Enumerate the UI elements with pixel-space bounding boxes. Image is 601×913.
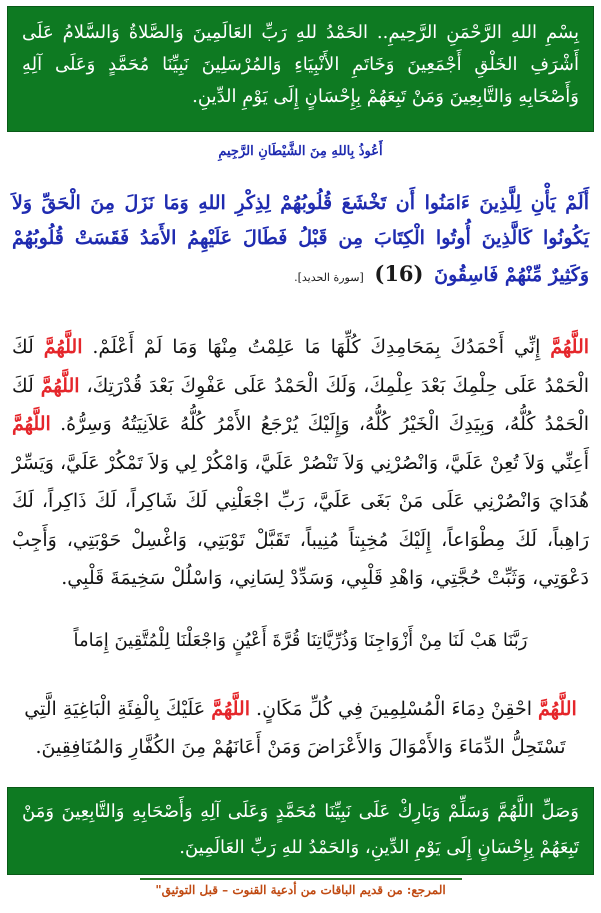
allahumma-5: اللَّهُمَّ <box>538 698 577 720</box>
source-reference: المرجع: من قديم الباقات من أدعية القنوت – قبل التوثيق" <box>155 883 446 897</box>
dua-paragraph-2 <box>12 690 589 766</box>
ayah-number: (16) <box>374 261 424 286</box>
dua-part-2: لَكَ الْحَمْدُ عَلَى حِلْمِكَ بَعْدَ عِلْمِكَ، وَلَكَ الْحَمْدُ عَلَى عَفْوِكَ بَعْدَ قُدْرَتِكَ، <box>12 336 589 397</box>
dua-part-4: أَعِنِّي وَلاَ تُعِنْ عَلَيَّ، وَانْصُرْنِي وَلاَ تَنْصُرْ عَلَيَّ، وَامْكُرْ لِي وَلاَ تَمْكُرْ عَلَيَّ، وَيَسِّرْ هُدَايَ وَانْصُرْنِي عَلَى مَنْ بَغَى عَلَيَّ، رَبِّ اجْعَلْنِي لَكَ شَاكِراً، لَكَ ذَاكِراً، لَكَ رَاهِباً، لَكَ مِطْوَاعاً، إِلَيْكَ مُخِبِتاً مُنِيباً، تَقَبَّلْ تَوْبَتِي، وَاغْسِلْ حَوْبَتِي، وَأَجِبْ دَعْوَتِي، وَثَبِّتْ حُجَّتِي، وَاهْدِ قَلْبِي، وَسَدِّدْ لِسَانِي، وَاسْلُلْ سَخِيمَةَ قَلْبِي. <box>12 451 589 589</box>
dua-part-3: لَكَ الْحَمْدُ كُلُّهُ، وَبِيَدِكَ الْخَيْرُ كُلُّهُ، وَإِلَيْكَ يُرْجَعُ الأَمْرُ كُلُّهُ عَلاَنِيَتُهُ وَسِرُّهُ. <box>12 374 589 435</box>
allahumma-2: اللَّهُمَّ <box>43 336 83 358</box>
allahumma-3: اللَّهُمَّ <box>40 374 80 397</box>
allahumma-4: اللَّهُمَّ <box>12 413 51 435</box>
dua-paragraph <box>12 328 589 598</box>
surah-reference: [سورة الحديد]. <box>294 271 364 284</box>
ayah-text: أَلَمْ يَأْنِ لِلَّذِينَ ءَامَنُوا أَن تَخْشَعَ قُلُوبُهُمْ لِذِكْرِ اللهِ وَمَا نَزَلَ مِنَ الْحَقِّ وَلاَ يَكُونُوا كَالَّذِينَ أُوتُوا الْكِتَابَ مِن قَبْلُ فَطَالَ عَلَيْهِمُ الأَمَدُ فَقَسَتْ قُلُوبُهُمْ وَكَثِيرٌ مِّنْهُمْ فَاسِقُونَ <box>12 192 589 286</box>
header-salawat-box <box>7 6 594 132</box>
footer-salawat-text: وَصَلِّ اللَّهُمَّ وَسَلِّمْ وَبَارِكْ عَلَى نَبِيِّنَا مُحَمَّدٍ وَعَلَى آلِهِ وَأَصْحَابِهِ وَالتَّابِعِينَ وَمَنْ تَبِعَهُمْ بِإِحْسَانٍ إِلَى يَوْمِ الدِّينِ، وَالحَمْدُ للهِ رَبِّ العَالَمِينَ. <box>22 801 579 858</box>
rabbana-line: رَبَّنَا هَبْ لَنَا مِنْ أَزْوَاجِنَا وَذُرِّيَّاتِنَا قُرَّةَ أَعْيُنٍ وَاجْعَلْنَا لِلْمُتَّقِينَ إِمَاماً <box>73 630 528 651</box>
dua-part-1: إِنِّي أَحْمَدُكَ بِمَحَامِدِكَ كُلِّهَا مَا عَلِمْتُ مِنْهَا وَمَا لَمْ أَعْلَمْ. <box>92 336 541 358</box>
allahumma-1: اللَّهُمَّ <box>550 336 590 358</box>
footer-salawat-box <box>7 787 594 875</box>
istiadha-line: أَعُوذُ بِاللهِ مِنَ الشَّيْطَانِ الرَّجِيمِ <box>218 144 383 159</box>
source-divider <box>140 878 462 880</box>
dua2-part-2: عَلَيْكَ بِالْفِئَةِ الْبَاغِيَةِ الَّتِي تَسْتَحِلُّ الدِّمَاءَ وَالأَمْوَالَ وَالأَعْرَاضَ وَمَنْ أَعَانَهُمْ مِنَ الكُفَّارِ وَالمُنَافِقِينَ. <box>24 698 566 758</box>
dua2-part-1: احْقِنْ دِمَاءَ الْمُسْلِمِينَ فِي كُلِّ مَكَانٍ. <box>256 698 532 720</box>
quran-ayah <box>12 186 589 295</box>
allahumma-6: اللَّهُمَّ <box>211 698 250 720</box>
header-salawat-text: بِسْمِ اللهِ الرَّحْمَنِ الرَّحِيمِ.. الحَمْدُ للهِ رَبِّ العَالَمِينَ وَالصَّلاةُ وَالسَّلامُ عَلَى أَشْرَفِ الخَلْقِ أَجْمَعِينَ وَخَاتَمِ الأَنْبِيَاءِ وَالمُرْسَلِينَ نَبِيِّنَا مُحَمَّدٍ وَعَلَى آلِهِ وَأَصْحَابِهِ وَالتَّابِعِينَ وَمَنْ تَبِعَهُمْ بِإِحْسَانٍ إِلَى يَوْمِ الدِّينِ. <box>22 22 579 107</box>
